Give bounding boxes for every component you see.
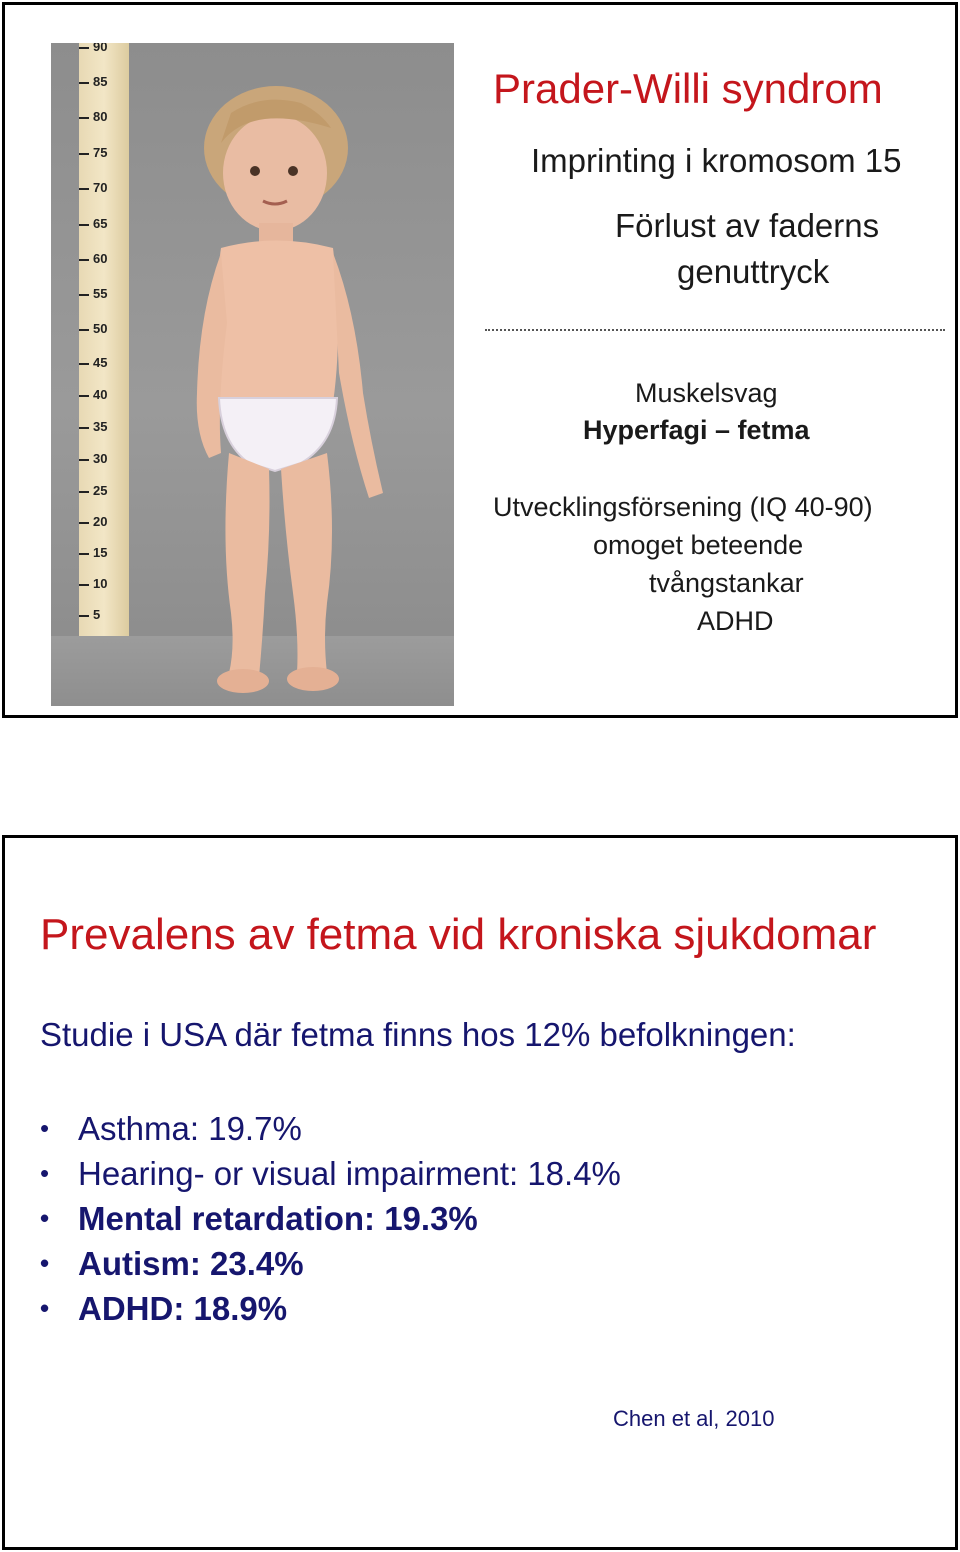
ruler-label: 65 xyxy=(93,216,108,231)
compulsion-line: tvångstankar xyxy=(649,568,804,598)
ruler-label: 55 xyxy=(93,286,108,301)
bullet-text: ADHD: 18.9% xyxy=(78,1289,288,1327)
bullet-text: Mental retardation: 19.3% xyxy=(78,1199,478,1237)
ruler-label: 5 xyxy=(93,607,101,622)
ruler-mark xyxy=(79,321,129,336)
slide2-title: Prevalens av fetma vid kroniska sjukdomar xyxy=(40,910,877,959)
ruler-label: 70 xyxy=(93,180,108,195)
ruler-mark xyxy=(79,545,129,560)
ruler-label: 90 xyxy=(93,43,108,54)
imprinting-line: Imprinting i kromosom 15 xyxy=(531,142,902,179)
ruler-label: 80 xyxy=(93,109,108,124)
ruler-mark xyxy=(79,355,129,370)
ruler-label: 50 xyxy=(93,321,108,336)
ruler-label: 75 xyxy=(93,145,108,160)
citation: Chen et al, 2010 xyxy=(613,1406,775,1431)
loss-line: Förlust av faderns xyxy=(615,207,880,244)
ruler-label: 35 xyxy=(93,419,108,434)
ruler-mark xyxy=(79,483,129,498)
list-item xyxy=(40,1106,621,1151)
child-photo xyxy=(51,43,454,706)
ruler-mark xyxy=(79,419,129,434)
study-intro: Studie i USA där fetma finns hos 12% befolkningen: xyxy=(40,1016,796,1053)
ruler-label: 15 xyxy=(93,545,108,560)
slide1-title: Prader-Willi syndrom xyxy=(493,65,883,112)
ruler-mark xyxy=(79,180,129,195)
ruler-mark xyxy=(79,43,129,54)
ruler-mark xyxy=(79,286,129,301)
ruler-mark xyxy=(79,514,129,529)
gene-expression-line: genuttryck xyxy=(677,253,830,290)
ruler-mark xyxy=(79,387,129,402)
slide-obesity-prevalence xyxy=(2,835,958,1550)
list-item xyxy=(40,1286,621,1331)
bullet-icon: • xyxy=(40,1248,50,1278)
list-item xyxy=(40,1151,621,1196)
ruler-label: 60 xyxy=(93,251,108,266)
muscle-line: Muskelsvag xyxy=(635,378,778,408)
development-line: Utvecklingsförsening (IQ 40-90) xyxy=(493,492,873,522)
list-item xyxy=(40,1241,621,1286)
bullet-icon: • xyxy=(40,1203,50,1233)
ruler-label: 85 xyxy=(93,74,108,89)
ruler-label: 25 xyxy=(93,483,108,498)
bullet-text: Asthma: 19.7% xyxy=(78,1109,302,1147)
bullet-text: Autism: 23.4% xyxy=(78,1244,304,1282)
ruler-mark xyxy=(79,607,129,622)
prevalence-list xyxy=(40,1106,621,1331)
ruler-mark xyxy=(79,145,129,160)
slide-prader-willi xyxy=(2,2,958,718)
ruler-mark xyxy=(79,216,129,231)
bullet-icon: • xyxy=(40,1113,50,1143)
ruler-label: 30 xyxy=(93,451,108,466)
ruler-mark xyxy=(79,74,129,89)
height-ruler xyxy=(79,43,129,651)
adhd-line: ADHD xyxy=(697,606,774,636)
child-figure xyxy=(151,73,411,706)
ruler-mark xyxy=(79,109,129,124)
bullet-icon: • xyxy=(40,1293,50,1323)
ruler-label: 45 xyxy=(93,355,108,370)
ruler-mark xyxy=(79,451,129,466)
hyperphagia-line: Hyperfagi – fetma xyxy=(583,415,810,445)
list-item xyxy=(40,1196,621,1241)
ruler-mark xyxy=(79,251,129,266)
ruler-label: 20 xyxy=(93,514,108,529)
bullet-icon: • xyxy=(40,1158,50,1188)
ruler-label: 40 xyxy=(93,387,108,402)
ruler-label: 10 xyxy=(93,576,108,591)
behaviour-line: omoget beteende xyxy=(593,530,804,560)
divider xyxy=(485,329,945,331)
bullet-text: Hearing- or visual impairment: 18.4% xyxy=(78,1154,621,1192)
ruler-mark xyxy=(79,576,129,591)
